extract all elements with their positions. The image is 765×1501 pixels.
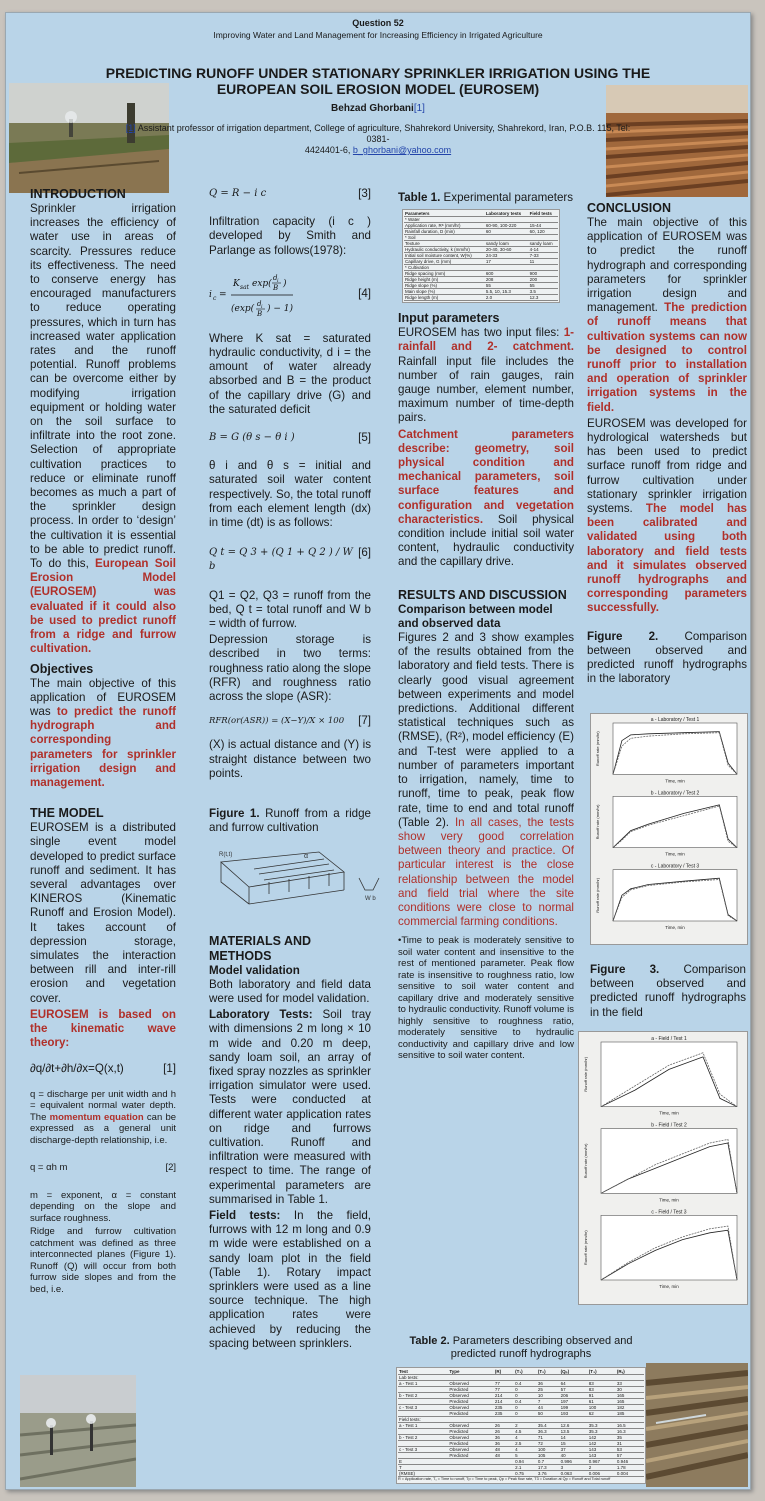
chart-title: a - Laboratory / Test 1 bbox=[650, 717, 700, 723]
table-cell: 0.7 bbox=[537, 1459, 560, 1465]
table-cell: 12.6 bbox=[560, 1423, 588, 1429]
table-cell: 36 bbox=[494, 1441, 514, 1447]
table-cell: 35.3 bbox=[588, 1423, 616, 1429]
table-cell: 55 bbox=[485, 283, 529, 289]
svg-text:i: i bbox=[277, 277, 279, 284]
table-cell: 0.946 bbox=[616, 1459, 644, 1465]
table-cell: 0.006 bbox=[588, 1471, 616, 1477]
model-validation-text: Both laboratory and field data were used for model validation. bbox=[209, 977, 371, 1005]
results-discussion-heading: RESULTS AND DISCUSSION bbox=[398, 587, 567, 602]
table-cell: 0.4 bbox=[514, 1381, 537, 1387]
table-cell: 36.3 bbox=[537, 1429, 560, 1435]
figure-3-charts bbox=[579, 1032, 747, 1304]
y-axis-label: Runoff rate (mm/hr) bbox=[595, 731, 600, 767]
table-cell: Rainfall duration, D (min) bbox=[404, 229, 485, 235]
table-cell: 235 bbox=[494, 1411, 514, 1417]
chart-title: b - Field / Test 2 bbox=[651, 1122, 687, 1129]
table-cell: 208 bbox=[485, 277, 529, 283]
svg-text:exp(: exp( bbox=[252, 278, 272, 289]
column-2 bbox=[209, 187, 376, 1353]
table-cell: 206 bbox=[560, 1393, 588, 1399]
table-cell: 24-33 bbox=[485, 253, 529, 259]
table-cell: 83 bbox=[588, 1381, 616, 1387]
input-parameters-heading: Input parameters bbox=[398, 311, 500, 326]
table-2-block bbox=[396, 1335, 646, 1484]
figure-2-panels bbox=[590, 713, 748, 945]
table-cell: 600 bbox=[485, 271, 529, 277]
table-1-caption: Table 1. Experimental parameters bbox=[398, 191, 574, 204]
table-cell: 199 bbox=[560, 1405, 588, 1411]
table-cell: 235 bbox=[494, 1405, 514, 1411]
table-cell: 2.1 bbox=[514, 1465, 537, 1471]
results-text: Figures 2 and 3 show examples of the results obtained from the laboratory and field tests. There is clearly good visual agreement between experiments and model predictions. Additional different statistical techniques such as (RMSE), (R²), model efficiency (E) and T-test were applied to a number of parameters important to irrigation, namely, time to runoff, time to peak, peak flow rate, time to end and total runoff (Table 2). In all cases, the tests show very good correlation between theory and practice. Of particular interest is the close relationship between the model and field trial where the site conditions were close to normal commercial farming conditions. bbox=[398, 631, 574, 929]
table-cell: 105 bbox=[537, 1453, 560, 1459]
table-cell: sandy loam bbox=[485, 241, 529, 247]
m-definition: m = exponent, α = constant depending on the slope and surface roughness. bbox=[30, 1189, 176, 1224]
q-definition: q = discharge per unit width and h = equivalent normal water depth. The momentum equation can be expressed as a general unit discharge-depth relationship, i.e. bbox=[30, 1088, 177, 1146]
x-axis-label: Time, min bbox=[659, 1197, 679, 1203]
table-cell: 53 bbox=[616, 1447, 644, 1453]
table-cell: 31 bbox=[616, 1441, 644, 1447]
svg-text:i: i bbox=[209, 289, 212, 300]
table-cell: 0.967 bbox=[588, 1459, 616, 1465]
sensitivity-bullet: •Time to peak is moderately sensitive to soil water content and insensitive to the rest of mentioned parameter. Peak flow rate is insensitive to roughness ratio, low sensitive to soil water content and capillary drive and moderately sensitive to hydraulic conductivity. Runoff volume is highly sensitive to roughness ratio, moderately sensitive to hydraulic conductivity and capillary drive and low sensitive to soil water content. bbox=[398, 935, 575, 1062]
table-cell: 7 bbox=[537, 1399, 560, 1405]
svg-text:B: B bbox=[273, 283, 279, 292]
table-cell: 20-40, 30-60 bbox=[485, 247, 529, 253]
model-text: EUROSEM is a distributed single event model developed to predict surface runoff and sediment. It has several advantages over KINEROS (Kinematic Runoff and Erosion Model). It takes account of depression storage, simulates the interaction between rill and inter-rill erosion and vegetation cover. bbox=[30, 821, 176, 1005]
catchment-parameters-text: Catchment parameters describe: geometry, soil physical condition and mechanical parameters, soil surface features and configuration and vegetation characteristics. Soil physical condition include initial soil water content, hydraulic conductivity and the capillary drive. bbox=[398, 427, 574, 569]
model-validation-heading: Model validation bbox=[209, 963, 300, 977]
table-cell: 48 bbox=[494, 1447, 514, 1453]
chart-panel bbox=[595, 864, 737, 930]
table-cell: c - Test 3 bbox=[398, 1405, 448, 1411]
introduction-heading: INTRODUCTION bbox=[30, 187, 126, 201]
table-cell: 2.5 bbox=[514, 1441, 537, 1447]
figure-1-label: R(t,t) bbox=[219, 851, 233, 858]
table-cell: 7-33 bbox=[529, 253, 558, 259]
svg-text:d: d bbox=[273, 273, 278, 282]
table-cell: 2.0 bbox=[485, 295, 529, 301]
table-cell: 900 bbox=[529, 271, 558, 277]
x-axis-label: Time, min bbox=[665, 925, 685, 930]
table-cell: Predicted bbox=[448, 1441, 494, 1447]
distance-definition: (X) is actual distance and (Y) is straight distance between two points. bbox=[209, 738, 371, 780]
chart-title: a - Field / Test 1 bbox=[651, 1036, 687, 1042]
plot-area bbox=[601, 1129, 737, 1194]
table-cell bbox=[448, 1471, 494, 1477]
table-cell: 200 bbox=[529, 277, 558, 283]
theta-text: θ i and θ s = initial and saturated soil water content respectively. So, the total runoff from each element length (dx) in time (dt) is as follows: bbox=[209, 459, 371, 530]
table-cell: 4.5 bbox=[514, 1429, 537, 1435]
table-cell: 35 bbox=[616, 1435, 644, 1441]
equation-7: RFR(or(ASR)) = (X−Y)/X × 100 [7] bbox=[209, 714, 371, 728]
table-cell: 48 bbox=[494, 1453, 514, 1459]
table-cell: 3.5 bbox=[529, 289, 558, 295]
affil-footnote-ref[interactable]: [1] bbox=[125, 123, 136, 133]
photo-furrow-runoff bbox=[646, 1363, 748, 1487]
table-cell: Predicted bbox=[448, 1399, 494, 1405]
chart-title: b - Laboratory / Test 2 bbox=[650, 790, 700, 797]
y-axis-label: Runoff rate (mm/hr) bbox=[595, 804, 600, 840]
table-cell: 214 bbox=[494, 1399, 514, 1405]
table-cell: c - Test 3 bbox=[398, 1447, 448, 1453]
table-cell: 100 bbox=[537, 1447, 560, 1453]
table-cell: 16.3 bbox=[616, 1429, 644, 1435]
q1-definition: Q1 = Q2, Q3 = runoff from the bed, Q t = total runoff and W b = width of furrow. bbox=[209, 588, 371, 631]
table-cell: 0 bbox=[514, 1411, 537, 1417]
table-cell: 57 bbox=[616, 1453, 644, 1459]
svg-text:B: B bbox=[257, 309, 263, 318]
table-cell: 64 bbox=[560, 1381, 588, 1387]
table-cell: 33 bbox=[616, 1381, 644, 1387]
chart-panel bbox=[595, 790, 737, 856]
equation-2: q = αh m [2] bbox=[30, 1162, 176, 1174]
table-cell: 5.5, 10, 15.3 bbox=[485, 289, 529, 295]
table-cell: 44 bbox=[537, 1405, 560, 1411]
table-cell: 142 bbox=[588, 1435, 616, 1441]
table-cell: 60, 120 bbox=[529, 229, 558, 235]
chart-panel bbox=[583, 1209, 737, 1289]
figure-1-wb: W b bbox=[365, 895, 376, 902]
table-cell: 1.78 bbox=[616, 1465, 644, 1471]
ridge-catchment-text: Ridge and furrow cultivation catchment was defined as three interconnected planes (Figure 1). Runoff (Q) will occur from both furrow side slopes and from the bed, i.e. bbox=[30, 1226, 176, 1295]
table-cell: 60 bbox=[485, 229, 529, 235]
table-cell: 0 bbox=[514, 1387, 537, 1393]
table-cell: Predicted bbox=[448, 1429, 494, 1435]
svg-text:sat: sat bbox=[240, 283, 250, 291]
svg-text:K: K bbox=[233, 278, 240, 289]
table-cell: Observed bbox=[448, 1447, 494, 1453]
table-cell: 17.3 bbox=[537, 1465, 560, 1471]
table-cell: 35.4 bbox=[537, 1423, 560, 1429]
objectives-text: The main objective of this application of EUROSEM was to predict the runoff hydrograph and corresponding parameters for sprinkler irrigation design and management. bbox=[30, 676, 176, 789]
table-2-row bbox=[398, 1471, 644, 1477]
table-cell: 193 bbox=[560, 1411, 588, 1417]
table-header-cell: (R) bbox=[494, 1369, 514, 1375]
table-cell: 3 bbox=[560, 1465, 588, 1471]
table-cell: Predicted bbox=[448, 1411, 494, 1417]
table-cell: * Soil bbox=[404, 235, 485, 241]
conference-subtitle: Improving Water and Land Management for Increasing Efficiency in Irrigated Agriculture bbox=[213, 30, 543, 40]
equation-5: B = G (θ s − θ i ) [5] bbox=[209, 431, 371, 445]
table-cell: 182 bbox=[616, 1405, 644, 1411]
table-cell: Field tests: bbox=[398, 1417, 448, 1423]
x-axis-label: Time, min bbox=[659, 1110, 679, 1116]
table-cell: 40 bbox=[560, 1453, 588, 1459]
table-cell: 0 bbox=[514, 1393, 537, 1399]
question-number: Question 52 bbox=[352, 18, 404, 28]
table-cell: 62 bbox=[588, 1411, 616, 1417]
table-cell: 10 bbox=[537, 1393, 560, 1399]
table-cell: 50 bbox=[537, 1411, 560, 1417]
table-cell: 14 bbox=[560, 1435, 588, 1441]
table-1-row bbox=[404, 295, 558, 301]
table-cell: 77 bbox=[494, 1387, 514, 1393]
svg-text:i: i bbox=[261, 303, 263, 310]
figure-3-caption: Figure 3. Comparison between observed and predicted runoff hydrographs in the field bbox=[590, 963, 746, 1019]
table-cell: Observed bbox=[448, 1435, 494, 1441]
table-cell: 0.94 bbox=[514, 1459, 537, 1465]
model-heading: THE MODEL bbox=[30, 806, 104, 821]
affiliation: [1] Assistant professor of irrigation department, College of agriculture, Shahrekord University, Shahrekord, Iran, P.O.B. 115, Tel: 0381- 4424401-6, b_ghorbani@yahoo.com bbox=[125, 123, 631, 155]
table-cell: 12.3 bbox=[529, 295, 558, 301]
table-cell: 55 bbox=[529, 283, 558, 289]
table-cell: Main slope (%) bbox=[404, 289, 485, 295]
depression-storage-text: Depression storage is described in two terms: roughness ratio along the slope (RFR) and roughness ratio across the slope (ASR): bbox=[209, 633, 371, 704]
table-cell: 36 bbox=[494, 1435, 514, 1441]
equation-6: Q t = Q 3 + (Q 1 + Q 2 ) / W b [6] bbox=[209, 546, 371, 573]
plot-area bbox=[613, 723, 737, 774]
table-cell: Initial soil moisture content, W(%) bbox=[404, 253, 485, 259]
x-axis-label: Time, min bbox=[665, 851, 685, 857]
table-2-caption: Table 2. Parameters describing observed and predicted runoff hydrographs bbox=[409, 1335, 633, 1360]
table-cell: 0.004 bbox=[616, 1471, 644, 1477]
table-cell: 16.5 bbox=[616, 1423, 644, 1429]
table-cell: 4 bbox=[514, 1447, 537, 1453]
materials-methods-heading: MATERIALS AND METHODS bbox=[209, 933, 312, 963]
y-axis-label: Runoff rate (mm/hr) bbox=[595, 877, 600, 913]
table-cell: a - Test 1 bbox=[398, 1381, 448, 1387]
table-cell: 185 bbox=[616, 1411, 644, 1417]
table-cell: E bbox=[398, 1459, 448, 1465]
svg-text:(exp(: (exp( bbox=[231, 303, 255, 314]
table-cell: 143 bbox=[588, 1453, 616, 1459]
equation-1: ∂q/∂t+∂h/∂x=Q(x,t) [1] bbox=[30, 1062, 176, 1076]
table-cell: (RMSE) bbox=[398, 1471, 448, 1477]
figure-1-alpha: α bbox=[304, 852, 309, 860]
introduction-text: Sprinkler irrigation increases the efficiency of water use in areas of scarcity. Pressures reduce its effectiveness. The need to conserve energy has encouraged manufacturers to reduce operating pressures, which in turn has increased water application rates and the runoff potential. Runoff problems can be overcome either by modifying irrigation equipment or holding water on the soil surface to infiltrate into the root zone. Selection of appropriate cultivation practices to reduce or eliminate runoff becomes as much a part of the sprinkler design process. In order to ‘design’ the cultivation it is essential to be able to predict runoff. To do this, European Soil Erosion Model (EUROSEM) was evaluated if it could also be used to predict runoff from a ridge and furrow cultivation. bbox=[30, 202, 176, 656]
figure-3-caption-block bbox=[590, 963, 746, 1022]
author-footnote-ref[interactable]: [1] bbox=[413, 103, 425, 114]
table-cell: 91 bbox=[588, 1393, 616, 1399]
table-cell: 72 bbox=[537, 1441, 560, 1447]
table-cell: b - Test 2 bbox=[398, 1435, 448, 1441]
table-cell: Predicted bbox=[448, 1453, 494, 1459]
table-cell: 30 bbox=[616, 1387, 644, 1393]
table-cell: Observed bbox=[448, 1381, 494, 1387]
table-cell: 4 bbox=[514, 1435, 537, 1441]
kinematic-wave-text: EUROSEM is based on the kinematic wave theory: bbox=[30, 1007, 176, 1050]
y-axis-label: Runoff rate (mm/hr) bbox=[583, 1056, 588, 1092]
table-cell: 0.75 bbox=[514, 1471, 537, 1477]
chart-panel bbox=[583, 1123, 737, 1203]
table-cell: 26 bbox=[494, 1429, 514, 1435]
figure-1-diagram bbox=[209, 842, 376, 912]
conclusion-text-1: The main objective of this application of EUROSEM was to predict the runoff hydrograph and corresponding parameters for sprinkler irrigation design and management. The prediction of runoff means that cultivation systems can now be designed to control runoff prior to installation and operation of sprinkler irrigation systems in the field. bbox=[587, 216, 747, 414]
table-cell: 197 bbox=[560, 1399, 588, 1405]
plot-area bbox=[613, 870, 737, 921]
poster bbox=[5, 12, 751, 1490]
table-cell: Observed bbox=[448, 1423, 494, 1429]
chart-title: c - Laboratory / Test 3 bbox=[650, 863, 700, 870]
table-header-cell: Test bbox=[398, 1369, 448, 1375]
table-cell: 5 bbox=[514, 1453, 537, 1459]
chart-title: c - Field / Test 3 bbox=[651, 1209, 687, 1216]
equation-3: Q = R − i c [3] bbox=[209, 187, 371, 200]
table-cell: Ridge slope (%) bbox=[404, 283, 485, 289]
svg-text:): ) bbox=[283, 278, 287, 289]
objectives-heading: Objectives bbox=[30, 661, 94, 676]
table-cell: 25 bbox=[537, 1387, 560, 1393]
poster-title: PREDICTING RUNOFF UNDER STATIONARY SPRINKLER IRRIGATION USING THE EUROPEAN SOIL EROSION MODEL (EUROSEM) bbox=[105, 65, 651, 97]
table-cell: Texture bbox=[404, 241, 485, 247]
table-header-cell: Type bbox=[448, 1369, 494, 1375]
table-cell: 37 bbox=[560, 1447, 588, 1453]
column-1 bbox=[30, 187, 176, 1297]
table-cell: 15 bbox=[560, 1441, 588, 1447]
table-header-cell: Field tests bbox=[529, 211, 558, 217]
table-cell: 57 bbox=[560, 1387, 588, 1393]
table-cell: Observed bbox=[448, 1393, 494, 1399]
where-text: Where K sat = saturated hydraulic conductivity, d i = the amount of water already absorbed and B = the product of the capillary drive (G) and the saturated deficit bbox=[209, 331, 371, 416]
svg-text:=: = bbox=[219, 289, 227, 300]
table-cell: Observed bbox=[448, 1405, 494, 1411]
table-cell: 0 bbox=[514, 1405, 537, 1411]
table-cell: * Water bbox=[404, 217, 485, 223]
table-cell: 0.4 bbox=[514, 1399, 537, 1405]
table-cell: Application rate, Rᵃ (mm/hr) bbox=[404, 223, 485, 229]
table-cell: Ridge spacing (mm) bbox=[404, 271, 485, 277]
table-cell: a - Test 1 bbox=[398, 1423, 448, 1429]
photo-field-test-sprinklers bbox=[20, 1375, 136, 1487]
table-cell: 100 bbox=[588, 1405, 616, 1411]
table-cell: 165 bbox=[616, 1393, 644, 1399]
table-header-cell: (T₃) bbox=[588, 1369, 616, 1375]
table-cell: Capillary drive, G (mm) bbox=[404, 259, 485, 265]
table-cell: Ridge height (m) bbox=[404, 277, 485, 283]
table-cell: 3.76 bbox=[537, 1471, 560, 1477]
infiltration-text: Infiltration capacity (i c ) developed by Smith and Parlange as follows(1978): bbox=[209, 215, 371, 257]
table-cell: Predicted bbox=[448, 1387, 494, 1393]
table-cell: 13.5 bbox=[560, 1429, 588, 1435]
table-header-cell: (Rᵥ) bbox=[616, 1369, 644, 1375]
table-cell: 17 bbox=[485, 259, 529, 265]
table-cell: 15-44 bbox=[529, 223, 558, 229]
equation-4-formula bbox=[209, 266, 329, 322]
y-axis-label: Runoff rate (mm/hr) bbox=[583, 1230, 588, 1266]
table-cell: 83 bbox=[588, 1387, 616, 1393]
svg-text:c: c bbox=[213, 294, 217, 302]
conclusion-heading: CONCLUSION bbox=[587, 201, 672, 215]
table-header-cell: Laboratory tests bbox=[485, 211, 529, 217]
input-files-text: EUROSEM has two input files: 1- rainfall and 2- catchment. Rainfall input file includes the number of rain gauges, rain gauge number, element number, maximum number of time-depth pairs. bbox=[398, 326, 574, 425]
table-cell: 2 bbox=[588, 1465, 616, 1471]
table-cell bbox=[494, 1471, 514, 1477]
table-2-footnote: R = Application rate, T₁ = Time to runoff, Tp = Time to peak, Qp = Peak flow rate, T3 = Duration at Qp = Runoff and Total runoff bbox=[398, 1477, 611, 1481]
table-header-cell: Parameters bbox=[404, 211, 485, 217]
column-4 bbox=[587, 201, 747, 689]
table-header-cell: (T₁) bbox=[514, 1369, 537, 1375]
field-tests-text: Field tests: In the field, furrows with 12 m long and 0.9 m wide were established on a sandy loam plot in the field (Table 1). Rotary impact sprinklers were used as a line source technique. The high application rates were achieved by reducing the spacing between sprinklers. bbox=[209, 1208, 371, 1350]
conclusion-text-2: EUROSEM was developed for hydrological watersheds but has been used to predict surface runoff from ridge and furrow cultivation under stationary sprinkler irrigation systems. The model has been calibrated and validated using both laboratory and field tests and it simulates observed runoff hydrographs and corresponding parameters successfully. bbox=[587, 416, 747, 615]
laboratory-tests-text: Laboratory Tests: Soil tray with dimensions 2 m long × 10 m wide and 0.20 m deep, sandy loam soil, an array of fixed spray nozzles as sprinkler irrigation simulator were used. Tests were conducted at different water application rates on ridge and furrows cultivation. Runoff and infiltration were measured with respect to time. The range of experimental parameters are summarised in Table 1. bbox=[209, 1008, 371, 1206]
table-cell: 0.996 bbox=[560, 1459, 588, 1465]
svg-text:d: d bbox=[257, 299, 262, 308]
table-cell: 142 bbox=[588, 1441, 616, 1447]
table-cell: 71 bbox=[537, 1435, 560, 1441]
table-header-cell: (Qₚ) bbox=[560, 1369, 588, 1375]
y-axis-label: Runoff rate (mm/hr) bbox=[583, 1143, 588, 1179]
table-2 bbox=[396, 1367, 646, 1484]
table-cell: * Cultivation bbox=[404, 265, 485, 271]
table-cell: T bbox=[398, 1465, 448, 1471]
comparison-heading: Comparison between model and observed data bbox=[398, 602, 553, 630]
table-cell: Hydraulic conductivity, k (mm/hr) bbox=[404, 247, 485, 253]
table-header-cell: (T₂) bbox=[537, 1369, 560, 1375]
plot-area bbox=[601, 1215, 737, 1280]
table-cell: 143 bbox=[588, 1447, 616, 1453]
table-cell: Ridge length (m) bbox=[404, 295, 485, 301]
chart-panel bbox=[583, 1036, 737, 1116]
figure-3-panels bbox=[578, 1031, 748, 1305]
plot-area bbox=[613, 796, 737, 847]
table-cell: 11 bbox=[529, 259, 558, 265]
table-cell: 60-90, 100-220 bbox=[485, 223, 529, 229]
table-cell: b - Test 2 bbox=[398, 1393, 448, 1399]
email-link[interactable]: b_ghorbani@yahoo.com bbox=[352, 145, 452, 155]
equation-4: i c = K sat exp( d i B ) (exp( d i B ) − 1) [4] bbox=[209, 266, 371, 322]
x-axis-label: Time, min bbox=[665, 778, 685, 784]
table-cell: 165 bbox=[616, 1399, 644, 1405]
x-axis-label: Time, min bbox=[659, 1284, 679, 1289]
chart-panel bbox=[595, 717, 737, 783]
table-cell: 77 bbox=[494, 1381, 514, 1387]
table-cell: 36 bbox=[537, 1381, 560, 1387]
table-1 bbox=[402, 209, 560, 303]
table-cell: 4-14 bbox=[529, 247, 558, 253]
table-cell: 214 bbox=[494, 1393, 514, 1399]
table-cell: 61 bbox=[588, 1399, 616, 1405]
svg-text:) − 1): ) − 1) bbox=[267, 303, 294, 314]
table-cell: 0.063 bbox=[560, 1471, 588, 1477]
table-cell: 35.3 bbox=[588, 1429, 616, 1435]
figure-2-caption: Figure 2. Comparison between observed and predicted runoff hydrographs in the laboratory bbox=[587, 629, 747, 686]
table-cell: sandy loam bbox=[529, 241, 558, 247]
table-cell: Lab tests: bbox=[398, 1375, 448, 1381]
table-cell: 2 bbox=[514, 1423, 537, 1429]
figure-1-caption: Figure 1. Runoff from a ridge and furrow cultivation bbox=[209, 807, 371, 835]
column-3 bbox=[398, 187, 574, 1064]
figure-2-charts bbox=[591, 714, 747, 944]
table-cell: 26 bbox=[494, 1423, 514, 1429]
author: Behzad Ghorbani[1] bbox=[331, 103, 425, 114]
